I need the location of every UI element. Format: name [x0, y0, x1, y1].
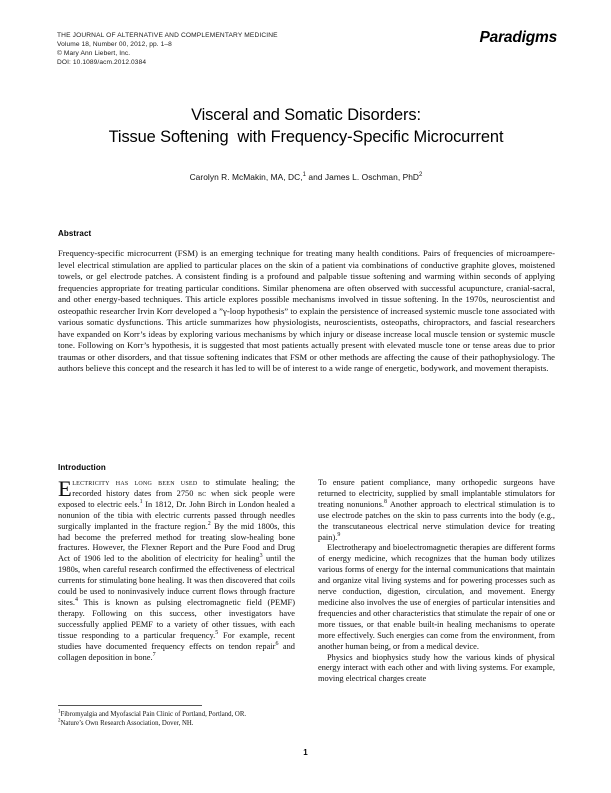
era-abbreviation: bc [197, 488, 207, 498]
intro-paragraph-1 [58, 478, 295, 663]
citation-ref-9[interactable]: 9 [337, 531, 341, 538]
abstract-text [58, 248, 555, 375]
article-title-line-1: Visceral and Somatic Disorders: [191, 106, 421, 124]
intro-paragraph-3: Electrotherapy and bioelectromagnetic therapies are different forms of energy medicine, which recognizes that the human body utilizes various forms of energy for the internal communications that maintain and organize vital living systems and for powering processes such as nerve conduction, digestion, circulation, and movement. Energy medicine also involves the use of energies of particular intensities and frequencies and other characteristics that stimulate the repair of one or more tissues, or that enable built-in healing mechanisms to operate more effectively. Such energies can come from the environment, from another human being, or from a medical device. [318, 543, 555, 651]
masthead [57, 31, 557, 67]
article-type-label: Paradigms [479, 29, 557, 46]
column-left [58, 478, 295, 663]
abstract-text-part-2: -loop hypothesis” to explain the persistence of increased systemic muscle tone associated with various somatic dysfunctions. This article summarizes how physiologists, neuroscientists, osteopaths, chiropractors, and fascial researchers have expanded on Korr’s ideas by exploring various mechanisms by which injury or disease increase local muscle tension or systemic muscle tone. Following on Korr’s hypothesis, it is suggested that most patients actually present with elevated muscle tone or tense areas due to prior traumas or other disorders, and that tissue softening indicates that FSM or other methods are affecting the cause of their pathophysiology. The authors believe this concept and the research it has led to will be of interest to a wide range of energetic, bodywork, and movement therapists. [58, 305, 555, 374]
abstract-text-part-1: Frequency-specific microcurrent (FSM) is an emerging technique for treating many health conditions. Pairs of frequencies of microampere-level electrical stimulation are applied to particular places on the skin of a patient via combinations of conductive graphite gloves, moistened towels, or gel electrode patches. A consistent finding is a profound and palpable tissue softening and warming within seconds of applying frequencies appropriate for treating particular conditions. Similar phenomena are often observed with successful acupuncture, cranial-sacral, and other energy-based techniques. This article explores possible mechanisms involved in tissue softening. In the 1970s, neuroscientist and osteopathic researcher Irvin Korr developed a ” [58, 248, 555, 316]
intro-p1-text-e: until the 1980s, when careful research confirmed the effectiveness of electrical currents for stimulating bone healing. It was then discovered that coils could be used to noninvasively induce current flows through fracture sites. [58, 554, 295, 607]
body-columns [58, 478, 555, 688]
column-right [318, 478, 555, 685]
intro-paragraph-2 [318, 478, 555, 543]
page-number: 1 [303, 748, 308, 757]
citation-ref-8[interactable]: 8 [384, 499, 388, 506]
affiliation-2 [58, 719, 338, 728]
article-title-line-2: Tissue Softening with Frequency-Specific Microcurrent [108, 128, 504, 146]
affiliation-1 [58, 710, 338, 719]
volume-issue-pages: Volume 18, Number 00, 2012, pp. 1–8 [57, 41, 172, 49]
article-title [57, 104, 555, 148]
citation-ref-3[interactable]: 3 [259, 553, 263, 560]
citation-ref-6[interactable]: 6 [275, 640, 279, 647]
author-1-affiliation-marker: 1 [302, 172, 306, 179]
author-byline [57, 172, 555, 182]
intro-p1-text-f: This is known as pulsing electromagnetic field (PEMF) therapy. Following on this success, other investigators have successfully applied PEMF to a variety of other tissues, with each tissue responding to a particular frequency. [58, 597, 295, 640]
citation-ref-2[interactable]: 2 [207, 520, 211, 527]
publisher-copyright: © Mary Ann Liebert, Inc. [57, 50, 131, 58]
masthead-publication-info [57, 31, 278, 67]
intro-paragraph-4: Physics and biophysics study how the various kinds of physical energy interact with each other and with living systems. For example, moving electrical charges create [318, 652, 555, 684]
citation-ref-7[interactable]: 7 [152, 651, 156, 658]
affiliation-1-marker: 1 [58, 709, 61, 715]
doi: DOI: 10.1089/acm.2012.0384 [57, 59, 147, 67]
intro-p1-text-d: By the mid 1800s, this had become the preferred method for treating slow-healing bone fractures. However, the Flexner Report and the Pure Food and Drug Act of 1906 led to the abolition of electricity for healing [58, 521, 295, 564]
abstract-heading: Abstract [58, 229, 92, 238]
intro-p2-text-a: To ensure patient compliance, many orthopedic surgeons have returned to electricity, supplied by small implantable stimulators for treating nonunions. [318, 478, 555, 509]
affiliation-2-marker: 2 [58, 718, 61, 724]
intro-p1-text-a: to stimulate healing; the recorded history dates from 2750 [72, 478, 295, 498]
intro-p1-text-g: For example, recent studies have documented frequency effects on tendon repair [58, 630, 296, 651]
affiliation-1-text: Fibromyalgia and Myofascial Pain Clinic of Portland, Portland, OR. [60, 711, 247, 718]
author-2-affiliation-marker: 2 [419, 172, 423, 179]
intro-p1-text-c: In 1812, Dr. John Birch in London healed a nonunion of the tibia with electric currents passed through needles surgically implanted in the fracture region. [58, 499, 295, 531]
citation-ref-4[interactable]: 4 [75, 597, 79, 604]
introduction-heading: Introduction [58, 463, 106, 472]
citation-ref-1[interactable]: 1 [139, 499, 143, 506]
author-affiliations [58, 710, 338, 728]
author-conjunction: and James L. Oschman, PhD [306, 172, 420, 182]
journal-name: THE JOURNAL OF ALTERNATIVE AND COMPLEMENTARY MEDICINE [57, 32, 278, 39]
drop-cap-letter: E [58, 476, 72, 501]
author-1-name: Carolyn R. McMakin, MA, DC, [189, 172, 303, 182]
small-caps-opening: lectricity has long been used [72, 478, 198, 487]
intro-p2-text-b: Another approach to electrical stimulation is to use electrode patches on the skin to pass currents into the body (e.g., the transcutaneous electrical nerve stimulation device for treating pain). [318, 499, 556, 542]
affiliation-2-text: Nature’s Own Research Association, Dover, NH. [60, 720, 194, 728]
intro-p1-text-h: and collagen deposition in bone. [58, 641, 295, 662]
citation-ref-5[interactable]: 5 [215, 629, 219, 636]
intro-p1-text-b: when sick people were exposed to electric eels. [58, 488, 296, 509]
gamma-symbol: γ [223, 305, 227, 316]
footnote-divider [58, 705, 202, 706]
